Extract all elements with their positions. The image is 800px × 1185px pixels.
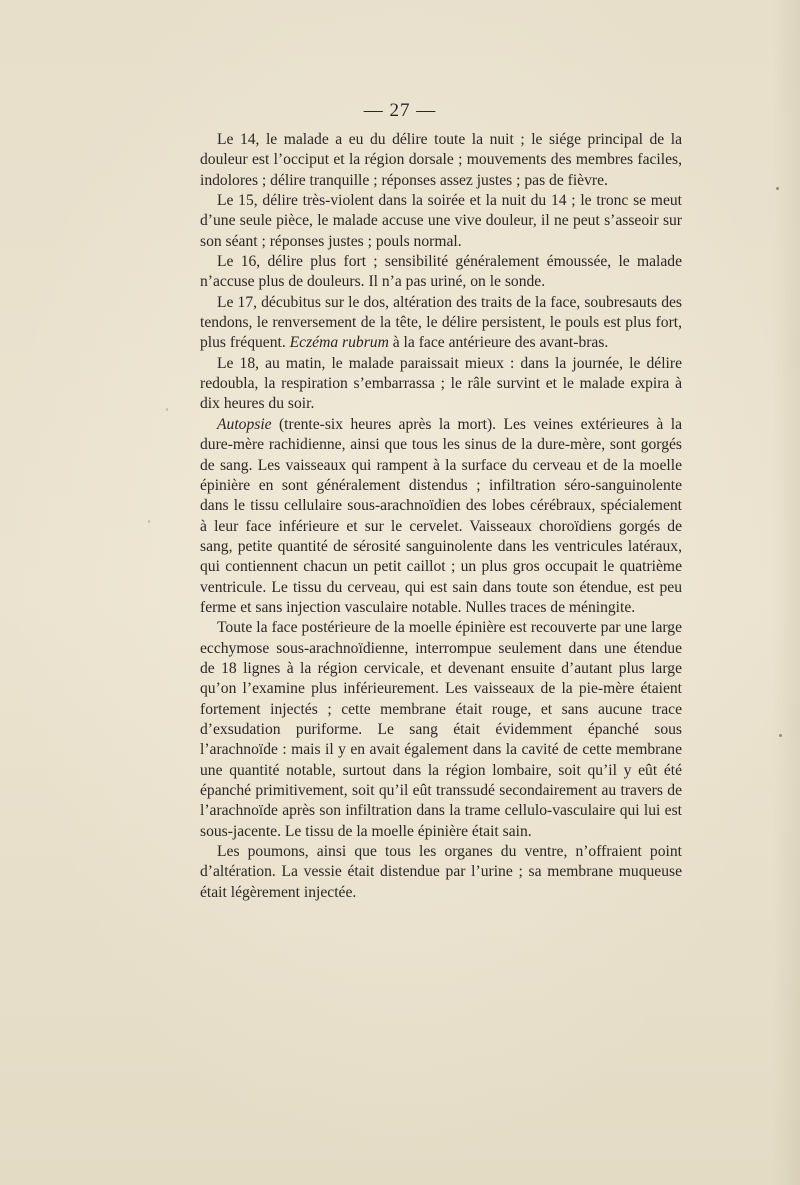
ink-speck (776, 187, 779, 190)
paragraph-day-17 (200, 293, 682, 354)
italic-term: Autopsie (217, 415, 272, 433)
paragraph-day-14: Le 14, le malade a eu du délire toute la nuit ; le siége principal de la douleur est l’occiput et la région dorsale ; mouvements des membres faciles, indolores ; délire tranquille ; réponses assez justes ; pas de fièvre. (200, 131, 682, 189)
paragraph-spinal-cord: Toute la face postérieure de la moelle épinière est recouverte par une large ecchymose sous-arachnoïdienne, interrompue seulement dans une étendue de 18 lignes à la région cervicale, et devenant ensuite d’autant plus large qu’on l’examine plus inférieurement. Les vaisseaux de la pie-mère étaient fortement injectés ; cette membrane était rouge, et sans aucune trace d’exsudation puriforme. Le sang était évidemment épanché sous l’arachnoïde : mais il y en avait également dans la cavité de cette membrane une quantité notable, surtout dans la région lombaire, soit qu’il y eût été épanché primitivement, soit qu’il eût transsudé secondairement au travers de l’arachnoïde après son infiltration dans la trame cellulo-vasculaire qui lui est sous-jacente. Le tissu de la moelle épinière était sain. (200, 619, 682, 840)
paragraph-day-18: Le 18, au matin, le malade paraissait mieux : dans la journée, le délire redoubla, la respiration s’embarrassa ; le râle survint et le malade expira à dix heures du soir. (200, 354, 682, 413)
paragraph-day-16: Le 16, délire plus fort ; sensibilité généralement émoussée, le malade n’accuse plus de douleurs. Il n’a pas uriné, on le sonde. (200, 253, 682, 291)
ink-speck (779, 734, 782, 737)
page-number: — 27 — (363, 100, 437, 121)
paragraph-text: Le 17, décubitus sur le dos, altération des traits de la face, soubresauts des tendons, le renversement de la tête, le délire persistent, le pouls est plus fort, plus fréquent. (200, 293, 682, 352)
page-edge-shadow (772, 0, 800, 1185)
ink-speck (166, 408, 168, 411)
paragraph-text: à la face antérieure des avant-bras. (388, 334, 609, 352)
paragraph-day-15: Le 15, délire très-violent dans la soirée et la nuit du 14 ; le tronc se meut d’une seule pièce, le malade accuse une vive douleur, il ne peut s’asseoir sur son séant ; réponses justes ; pouls normal. (200, 192, 682, 250)
body-text (200, 130, 682, 903)
ink-speck (148, 520, 150, 523)
paragraph-organs: Les poumons, ainsi que tous les organes du ventre, n’offraient point d’altération. La vessie était distendue par l’urine ; sa membrane muqueuse était légèrement injectée. (200, 843, 682, 901)
italic-term: Eczéma rubrum (289, 334, 389, 352)
paragraph-text: (trente-six heures après la mort). Les veines extérieures à la dure-mère rachidienne, ainsi que tous les sinus de la dure-mère, sont gorgés de sang. Les vaisseaux qui rampent à la surface du cerveau et de la moelle épinière en sont généralement distendus ; infiltration séro-sanguinolente dans le tissu cellulaire sous-arachnoïdien des lobes cérébraux, spécialement à leur face inférieure et sur le cervelet. Vaisseaux choroïdiens gorgés de sang, petite quantité de sérosité sanguinolente dans les ventricules latéraux, qui contiennent chacun un petit caillot ; un plus gros occupait le quatrième ventricule. Le tissu du cerveau, qui est sain dans toute son étendue, est peu ferme et sans injection vasculaire notable. Nulles traces de méningite. (200, 415, 682, 616)
paragraph-autopsy (200, 415, 682, 618)
